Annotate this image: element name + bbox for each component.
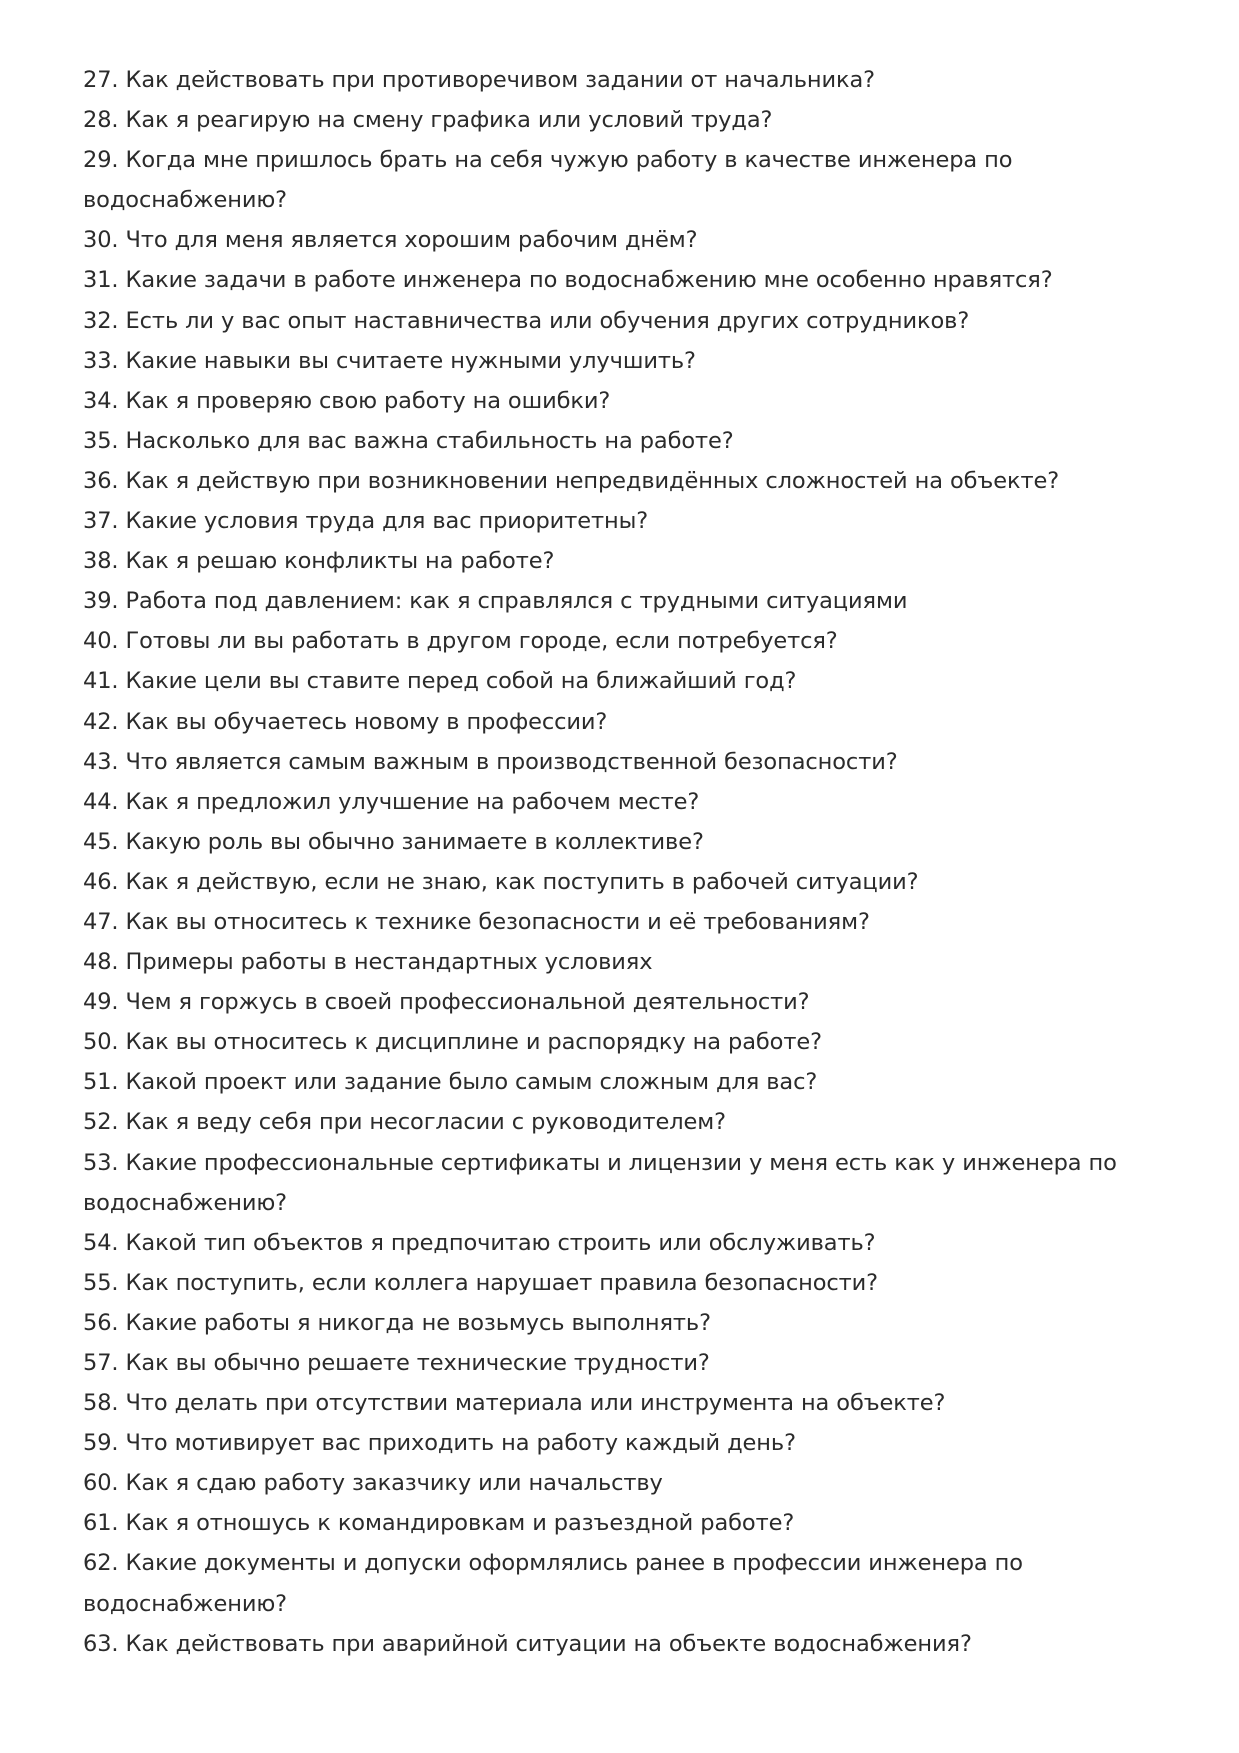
question-item bbox=[83, 1624, 1173, 1664]
question-item bbox=[83, 1263, 1173, 1303]
question-number: 33. bbox=[83, 347, 119, 374]
question-item bbox=[83, 581, 1173, 621]
question-text: Как вы обычно решаете технические трудности? bbox=[125, 1350, 710, 1376]
question-number: 50. bbox=[83, 1029, 119, 1056]
question-item bbox=[83, 100, 1173, 140]
question-item bbox=[83, 501, 1173, 541]
question-item bbox=[83, 1463, 1173, 1503]
question-number: 53. bbox=[83, 1149, 119, 1176]
question-number: 32. bbox=[83, 307, 119, 334]
question-item bbox=[83, 220, 1173, 260]
question-text: Какие цели вы ставите перед собой на ближайший год? bbox=[125, 668, 797, 695]
question-text: Как я веду себя при несогласии с руководителем? bbox=[125, 1109, 726, 1136]
question-item bbox=[83, 1423, 1173, 1463]
question-item bbox=[83, 301, 1173, 341]
question-text: Когда мне пришлось брать на себя чужую работу в качестве инженера по водоснабжению? bbox=[83, 147, 1013, 214]
question-number: 40. bbox=[83, 628, 119, 655]
question-text: Как вы относитесь к дисциплине и распорядку на работе? bbox=[125, 1029, 822, 1056]
question-text: Какой тип объектов я предпочитаю строить или обслуживать? bbox=[125, 1229, 876, 1256]
question-item bbox=[83, 822, 1173, 862]
question-item bbox=[83, 702, 1173, 742]
question-text: Какие документы и допуски оформлялись ранее в профессии инженера по водоснабжению? bbox=[83, 1550, 1023, 1617]
question-number: 48. bbox=[83, 949, 119, 976]
question-number: 30. bbox=[83, 227, 119, 254]
question-item bbox=[83, 982, 1173, 1022]
question-text: Что делать при отсутствии материала или инструмента на объекте? bbox=[125, 1390, 946, 1417]
question-item bbox=[83, 742, 1173, 782]
question-item bbox=[83, 1343, 1173, 1383]
question-number: 42. bbox=[83, 708, 119, 735]
question-item bbox=[83, 461, 1173, 501]
question-number: 34. bbox=[83, 387, 119, 414]
question-text: Какие навыки вы считаете нужными улучшить? bbox=[125, 347, 696, 374]
question-text: Какую роль вы обычно занимаете в коллективе? bbox=[125, 828, 704, 855]
question-text: Как я реагирую на смену графика или условий труда? bbox=[125, 107, 773, 134]
question-text: Какой проект или задание было самым сложным для вас? bbox=[125, 1069, 818, 1096]
question-number: 47. bbox=[83, 908, 119, 935]
question-text: Как поступить, если коллега нарушает правила безопасности? bbox=[125, 1269, 879, 1296]
question-text: Работа под давлением: как я справлялся с трудными ситуациями bbox=[125, 588, 908, 615]
question-item bbox=[83, 661, 1173, 701]
question-number: 45. bbox=[83, 828, 119, 855]
question-number: 38. bbox=[83, 548, 119, 575]
question-text: Как я сдаю работу заказчику или начальству bbox=[125, 1470, 663, 1497]
question-text: Какие профессиональные сертификаты и лицензии у меня есть как у инженера по водоснабжению? bbox=[83, 1149, 1117, 1216]
question-number: 37. bbox=[83, 508, 119, 535]
question-number: 62. bbox=[83, 1550, 119, 1577]
question-number: 63. bbox=[83, 1630, 119, 1657]
question-item bbox=[83, 1022, 1173, 1062]
question-item bbox=[83, 1223, 1173, 1263]
question-item bbox=[83, 541, 1173, 581]
question-text: Насколько для вас важна стабильность на работе? bbox=[125, 427, 734, 454]
question-number: 29. bbox=[83, 147, 119, 174]
question-item bbox=[83, 621, 1173, 661]
question-item bbox=[83, 1303, 1173, 1343]
question-text: Примеры работы в нестандартных условиях bbox=[125, 949, 653, 976]
question-item bbox=[83, 1102, 1173, 1142]
question-item bbox=[83, 1543, 1173, 1623]
question-text: Что является самым важным в производственной безопасности? bbox=[125, 748, 898, 775]
question-number: 31. bbox=[83, 267, 119, 294]
question-item bbox=[83, 862, 1173, 902]
question-text: Готовы ли вы работать в другом городе, если потребуется? bbox=[125, 628, 838, 655]
question-number: 58. bbox=[83, 1390, 119, 1417]
question-list bbox=[83, 60, 1173, 1664]
question-text: Есть ли у вас опыт наставничества или обучения других сотрудников? bbox=[125, 307, 970, 334]
question-number: 36. bbox=[83, 467, 119, 494]
question-item bbox=[83, 1503, 1173, 1543]
question-text: Как я действую, если не знаю, как поступить в рабочей ситуации? bbox=[125, 868, 919, 895]
question-number: 55. bbox=[83, 1269, 119, 1296]
question-text: Какие задачи в работе инженера по водоснабжению мне особенно нравятся? bbox=[125, 267, 1053, 294]
question-number: 27. bbox=[83, 67, 119, 93]
question-text: Как вы обучаетесь новому в профессии? bbox=[125, 708, 608, 735]
question-number: 52. bbox=[83, 1109, 119, 1136]
question-number: 35. bbox=[83, 427, 119, 454]
question-number: 61. bbox=[83, 1510, 119, 1537]
question-text: Как я отношусь к командировкам и разъездной работе? bbox=[125, 1510, 795, 1537]
question-item bbox=[83, 942, 1173, 982]
question-item bbox=[83, 341, 1173, 381]
question-text: Как я решаю конфликты на работе? bbox=[125, 548, 555, 575]
question-number: 60. bbox=[83, 1470, 119, 1497]
question-number: 54. bbox=[83, 1229, 119, 1256]
question-text: Как я предложил улучшение на рабочем месте? bbox=[125, 788, 700, 815]
question-text: Как вы относитесь к технике безопасности и её требованиям? bbox=[125, 908, 870, 935]
question-item bbox=[83, 902, 1173, 942]
question-number: 39. bbox=[83, 588, 119, 615]
question-number: 49. bbox=[83, 989, 119, 1016]
question-text: Что для меня является хорошим рабочим днём? bbox=[125, 227, 698, 254]
question-number: 46. bbox=[83, 868, 119, 895]
question-text: Какие условия труда для вас приоритетны? bbox=[125, 508, 649, 535]
question-text: Как я проверяю свою работу на ошибки? bbox=[125, 387, 611, 414]
question-text: Какие работы я никогда не возьмусь выполнять? bbox=[125, 1309, 711, 1336]
question-item bbox=[83, 260, 1173, 300]
question-number: 51. bbox=[83, 1069, 119, 1096]
question-item bbox=[83, 140, 1173, 220]
question-text: Как я действую при возникновении непредвидённых сложностей на объекте? bbox=[125, 467, 1060, 494]
question-number: 43. bbox=[83, 748, 119, 775]
question-text: Что мотивирует вас приходить на работу каждый день? bbox=[125, 1430, 796, 1457]
question-number: 57. bbox=[83, 1350, 119, 1376]
question-item bbox=[83, 1062, 1173, 1102]
question-item bbox=[83, 1383, 1173, 1423]
question-number: 28. bbox=[83, 107, 119, 134]
question-item bbox=[83, 1143, 1173, 1223]
question-number: 59. bbox=[83, 1430, 119, 1457]
question-text: Как действовать при аварийной ситуации на объекте водоснабжения? bbox=[125, 1630, 972, 1657]
question-text: Как действовать при противоречивом задании от начальника? bbox=[125, 67, 876, 93]
question-item bbox=[83, 381, 1173, 421]
question-number: 44. bbox=[83, 788, 119, 815]
question-number: 56. bbox=[83, 1309, 119, 1336]
question-item bbox=[83, 421, 1173, 461]
question-item bbox=[83, 782, 1173, 822]
question-item bbox=[83, 60, 1173, 100]
question-text: Чем я горжусь в своей профессиональной деятельности? bbox=[125, 989, 810, 1016]
question-number: 41. bbox=[83, 668, 119, 695]
